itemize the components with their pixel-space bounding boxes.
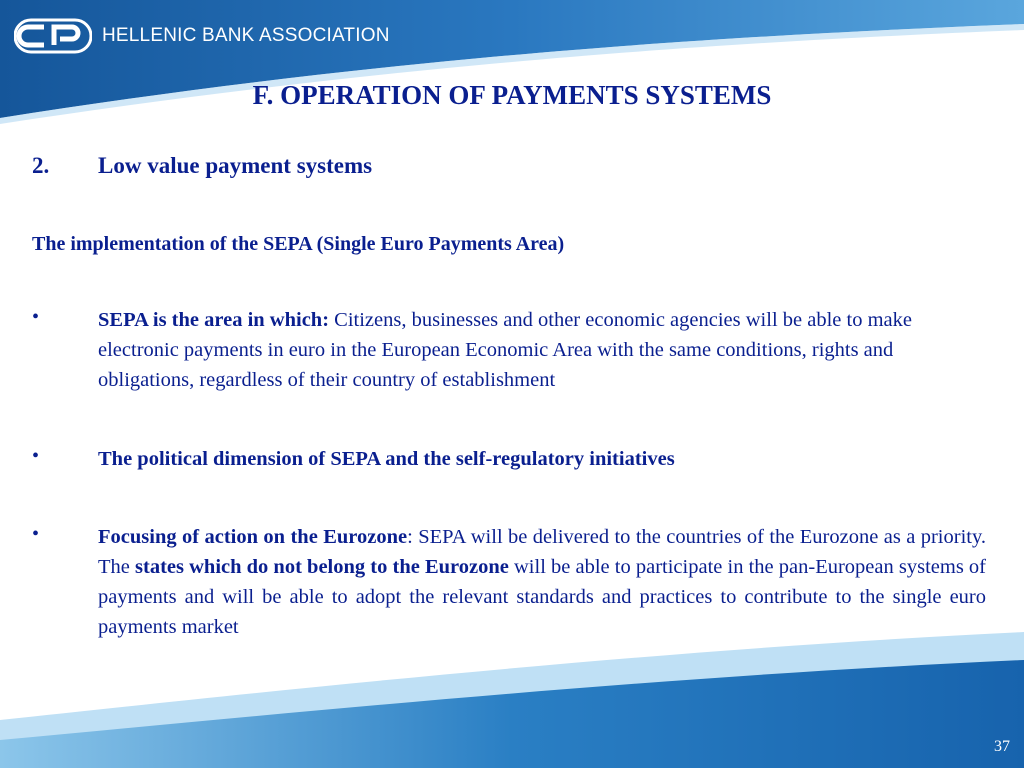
intro-heading: The implementation of the SEPA (Single Euro Payments Area) <box>32 233 565 255</box>
page-number: 37 <box>994 738 1010 755</box>
bullet-bold-phrase: states which do not belong to the Eurozone <box>135 556 509 578</box>
bullet-text: : SEPA will be delivered to the countries of the Eurozone as a priority. The <box>98 526 987 578</box>
bullet-eurozone-focus <box>98 522 986 642</box>
brand-name: HELLENIC BANK ASSOCIATION <box>102 25 390 46</box>
header-brand <box>14 16 390 56</box>
bullet-text: will be able to participate in the pan-European systems of payments and will be able to adopt the relevant standards and practices to contribute to the single euro payments market <box>98 556 987 638</box>
section-number: 2. <box>32 153 50 178</box>
bullet-marker: • <box>32 306 40 328</box>
section-title: Low value payment systems <box>98 153 373 178</box>
bullet-lead: The political dimension of SEPA and the self-regulatory initiatives <box>98 448 675 470</box>
bullet-lead: Focusing of action on the Eurozone <box>98 526 408 548</box>
bullet-political-dimension <box>98 444 986 474</box>
bullet-marker: • <box>32 445 40 467</box>
bullet-text: Citizens, businesses and other economic agencies will be able to make electronic payments in euro in the European Economic Area with the same conditions, rights and obligations, regardless of their country of establishment <box>98 309 912 391</box>
bullet-marker: • <box>32 523 40 545</box>
bullet-lead: SEPA is the area in which: <box>98 309 330 331</box>
bullet-sepa-area <box>98 305 986 395</box>
hba-logo-icon <box>14 17 92 55</box>
slide-title: F. OPERATION OF PAYMENTS SYSTEMS <box>252 80 772 110</box>
